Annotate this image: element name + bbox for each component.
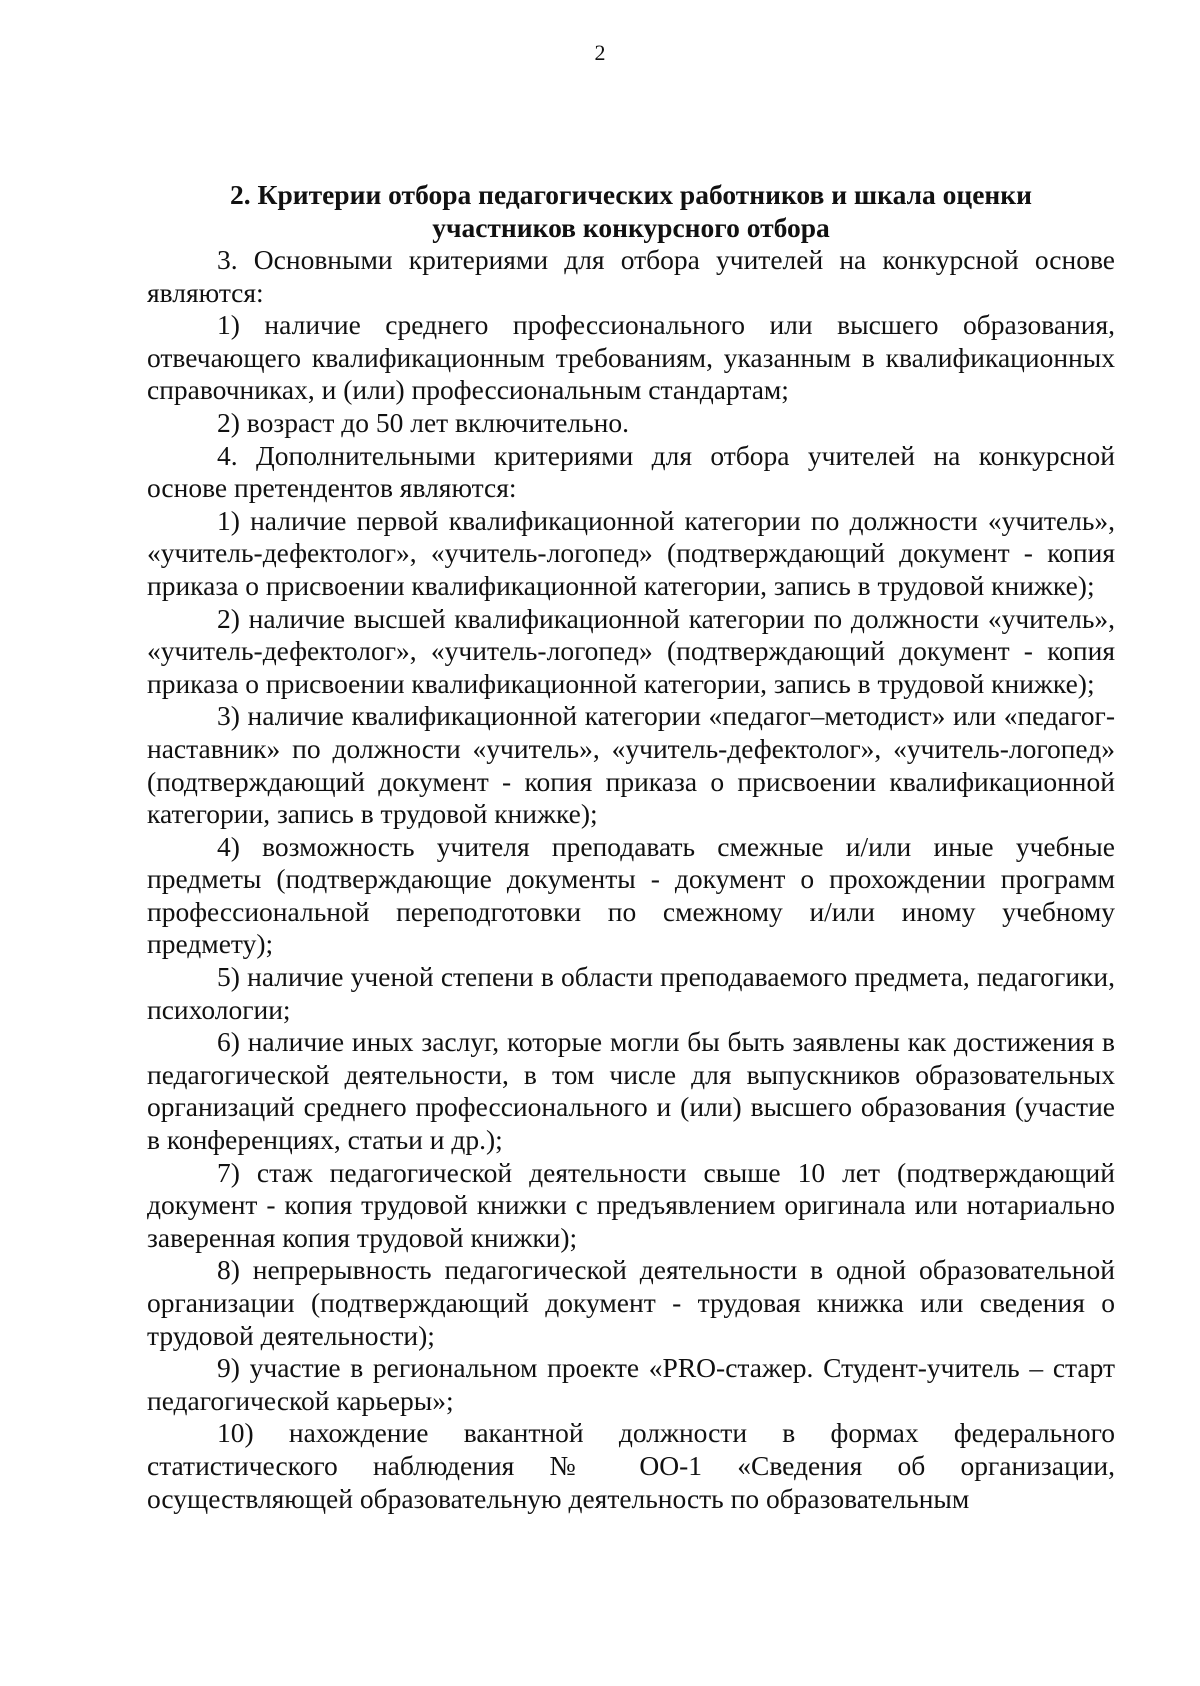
paragraph-criteria-4-item-7: 7) стаж педагогической деятельности свыше 10 лет (подтверждающий документ - копия трудовой книжки с предъявлением оригинала или нотариально заверенная копия трудовой книжки); [147, 1156, 1115, 1253]
paragraph-criteria-4-item-5: 5) наличие ученой степени в области преподаваемого предмета, педагогики, психологии; [147, 961, 1115, 1025]
paragraph-criteria-4-item-6: 6) наличие иных заслуг, которые могли бы быть заявлены как достижения в педагогической деятельности, в том числе для выпускников образовательных организаций среднего профессионального и (или) высшего образования (участие в конференциях, статьи и др.); [147, 1026, 1115, 1156]
paragraph-criteria-4: 4. Дополнительными критериями для отбора учителей на конкурсной основе претендентов являются: [147, 439, 1115, 504]
paragraph-criteria-4-item-10: 10) нахождение вакантной должности в формах федерального статистического наблюдения № ОО-1 «Сведения об организации, осуществляющей образовательную деятельность по образовательным [147, 1417, 1115, 1514]
section-heading [147, 178, 1115, 244]
paragraph-criteria-3-item-2: 2) возраст до 50 лет включительно. [217, 406, 630, 438]
page-number: 2 [594, 40, 606, 65]
paragraph-criteria-4-item-3: 3) наличие квалификационной категории «педагог–методист» или «педагог-наставник» по должности «учитель», «учитель-дефектолог», «учитель-логопед» (подтверждающий документ - копия приказа о присвоении квалификационной категории, запись в трудовой книжке); [147, 700, 1115, 830]
paragraph-criteria-4-item-9: 9) участие в региональном проекте «PRO-стажер. Студент-учитель – старт педагогической карьеры»; [147, 1352, 1115, 1416]
paragraph-criteria-4-item-4: 4) возможность учителя преподавать смежные и/или иные учебные предметы (подтверждающие документы - документ о прохождении программ профессиональной переподготовки по смежному и/или иному учебному предмету); [147, 830, 1115, 960]
section-heading-line-1: 2. Критерии отбора педагогических работников и шкала оценки [230, 179, 1032, 210]
paragraph-criteria-4-item-2: 2) наличие высшей квалификационной категории по должности «учитель», «учитель-дефектолог», «учитель-логопед» (подтверждающий документ - копия приказа о присвоении квалификационной категории, запись в трудовой книжке); [147, 602, 1115, 699]
paragraph-criteria-4-item-1: 1) наличие первой квалификационной категории по должности «учитель», «учитель-дефектолог», «учитель-логопед» (подтверждающий документ - копия приказа о присвоении квалификационной категории, запись в трудовой книжке); [147, 504, 1115, 601]
paragraph-criteria-3: 3. Основными критериями для отбора учителей на конкурсной основе являются: [147, 244, 1115, 308]
paragraph-criteria-4-item-8: 8) непрерывность педагогической деятельности в одной образовательной организации (подтверждающий документ - трудовая книжка или сведения о трудовой деятельности); [147, 1254, 1115, 1351]
paragraph-criteria-3-item-1: 1) наличие среднего профессионального или высшего образования, отвечающего квалификационным требованиям, указанным в квалификационных справочниках, и (или) профессиональным стандартам; [147, 309, 1115, 406]
section-heading-line-2: участников конкурсного отбора [432, 212, 830, 243]
document-body [147, 178, 1115, 1515]
